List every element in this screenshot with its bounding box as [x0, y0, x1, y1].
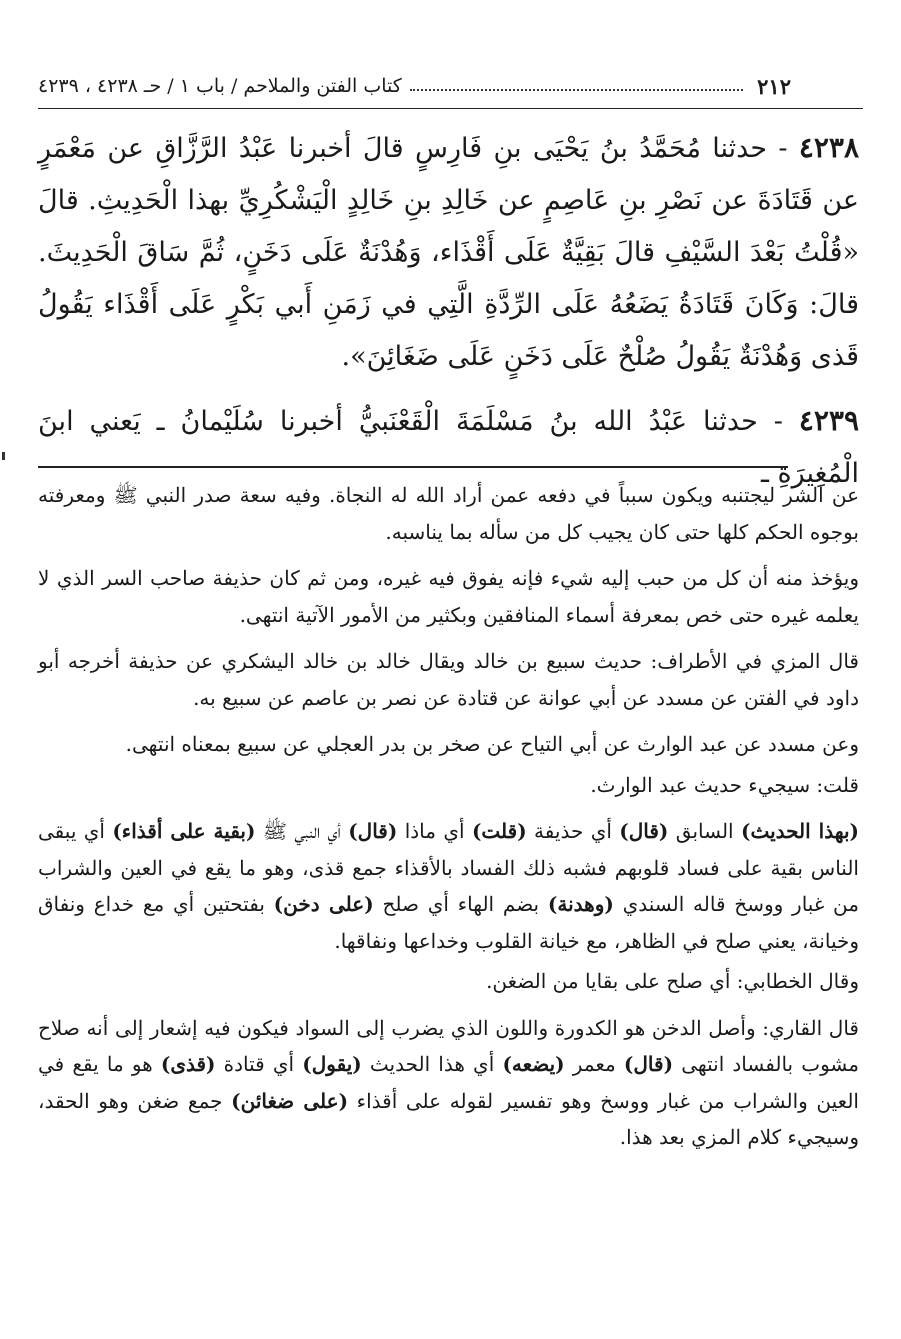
commentary-text: أي يبقى الناس بقية على فساد قلوبهم فشبه ذلك الفساد بالأقذاء جمع قذى، وهو ما يقع في العين والشراب من غبار ووسخ قاله السندي [38, 819, 859, 916]
header-rule [38, 108, 863, 109]
hadith-body: - حدثنا عَبْدُ الله بنُ مَسْلَمَةَ الْقَعْنَبيُّ أخبرنا سُلَيْمانُ ـ يَعني ابنَ الْمُغِيرَةِ ـ [38, 406, 859, 489]
header-dot-leader [410, 89, 743, 91]
commentary-paragraph [38, 1010, 859, 1156]
quoted-term: (على ضغائن) [231, 1088, 349, 1113]
quoted-term: (قال) [623, 1052, 674, 1076]
quoted-term: (قلت) [471, 819, 527, 843]
commentary-text: أي ماذا [397, 819, 472, 843]
commentary-text: هو ما يقع في العين والشراب من غبار ووسخ وهو تفسير لقوله على أقذاء [38, 1052, 859, 1113]
commentary-text: أي هذا الحديث [361, 1052, 503, 1076]
quoted-term: (بهذا الحديث) [740, 819, 859, 843]
commentary-text: قال القاري: وأصل الدخن هو الكدورة واللون الذي يضرب إلى السواد فيكون فيه إشعار إلى أنه صلاح مشوب بالفساد انتهى [38, 1015, 859, 1076]
quoted-term: (على دخن) [273, 892, 374, 916]
hadith-number: ٤٢٣٩ [798, 404, 859, 437]
commentary-text: بضم الهاء أي صلح [373, 892, 548, 916]
hadith-number: ٤٢٣٨ [798, 131, 859, 164]
running-title: كتاب الفتن والملاحم / باب ١ / حـ ٤٢٣٨ ، ٤٢٣٩ [38, 75, 402, 97]
commentary-text: جمع ضغن وهو الحقد، وسيجيء كلام المزي بعد هذا. [38, 1088, 859, 1149]
commentary [38, 477, 859, 1166]
commentary-paragraph: قال المزي في الأطراف: حديث سبيع بن خالد ويقال خالد بن خالد اليشكري عن حذيفة أخرجه أبو داود في الفتن عن مسدد عن أبي عوانة عن قتادة عن نصر بن عاصم عن سبيع به. [38, 649, 859, 710]
commentary-text: أي النبي ﷺ [255, 819, 349, 843]
quoted-term: (يقول) [302, 1052, 362, 1076]
commentary-text: أي حذيفة [526, 819, 620, 843]
quoted-term: (يضعه) [502, 1052, 565, 1076]
quoted-term: (وهدنة) [547, 892, 614, 916]
commentary-text: معمر [564, 1052, 624, 1076]
quoted-term: (قال) [619, 819, 669, 843]
quoted-term: (بقية على أقذاء) [112, 819, 256, 843]
footnote-separator [38, 466, 788, 468]
hadith-paragraph [38, 122, 859, 383]
hadith-body: - حدثنا مُحَمَّدُ بنُ يَحْيَى بنِ فَارِسٍ قالَ أخبرنا عَبْدُ الرَّزَّاقِ عن مَعْمَرٍ عن قَتَادَةَ عن نَصْرِ بنِ عَاصِمٍ عن خَالِدِ بنِ خَالِدٍ الْيَشْكُرِيِّ بهذا الْحَدِيثِ. قالَ «قُلْتُ بَعْدَ السَّيْفِ قالَ بَقِيَّةٌ عَلَى أَقْذَاء، وَهُدْنَةٌ عَلَى دَخَنٍ، ثُمَّ سَاقَ الْحَدِيثَ. قالَ: وَكَانَ قَتَادَةُ يَضَعُهُ عَلَى الرِّدَّةِ الَّتِي في زَمَنِ أَبي بَكْرٍ عَلَى أَقْذَاء يَقُولُ قَذى وَهُدْنَةٌ يَقُولُ صُلْحٌ عَلَى دَخَنٍ عَلَى ضَغَائِنَ». [38, 133, 859, 372]
commentary-paragraph: ويؤخذ منه أن كل من حبب إليه شيء فإنه يفوق فيه غيره، ومن ثم كان حذيفة صاحب السر الذي لا يعلمه غيره حتى خص بمعرفة أسماء المنافقين وبكثير من الأمور الآتية انتهى. [38, 566, 859, 627]
page-number: ٢١٢ [757, 73, 791, 99]
commentary-paragraph: وقال الخطابي: أي صلح على بقايا من الضغن. [486, 969, 859, 993]
commentary-paragraph: عن الشر ليجتنبه ويكون سبباً في دفعه عمن أراد الله له النجاة. وفيه سعة صدر النبي ﷺ ومعرفته بوجوه الحكم كلها حتى كان يجيب كل من سأله بما يناسبه. [38, 483, 859, 544]
quoted-term: (قذى) [160, 1052, 216, 1076]
quoted-term: (قال) [348, 819, 398, 843]
commentary-paragraph: وعن مسدد عن عبد الوارث عن أبي التياح عن صخر بن بدر العجلي عن سبيع بمعناه انتهى. [125, 732, 859, 756]
commentary-text: أي قتادة [215, 1052, 303, 1076]
commentary-paragraph: قلت: سيجيء حديث عبد الوارث. [590, 772, 859, 797]
commentary-text: بفتحتين أي مع خداع ونفاق وخيانة، يعني صلح في الظاهر، مع خيانة القلوب وخداعها ونفاقها. [38, 892, 859, 953]
commentary-paragraph [38, 813, 859, 959]
margin-mark [2, 452, 5, 460]
hadith-text [38, 122, 859, 500]
running-header [38, 66, 791, 106]
commentary-text: السابق [668, 819, 741, 843]
